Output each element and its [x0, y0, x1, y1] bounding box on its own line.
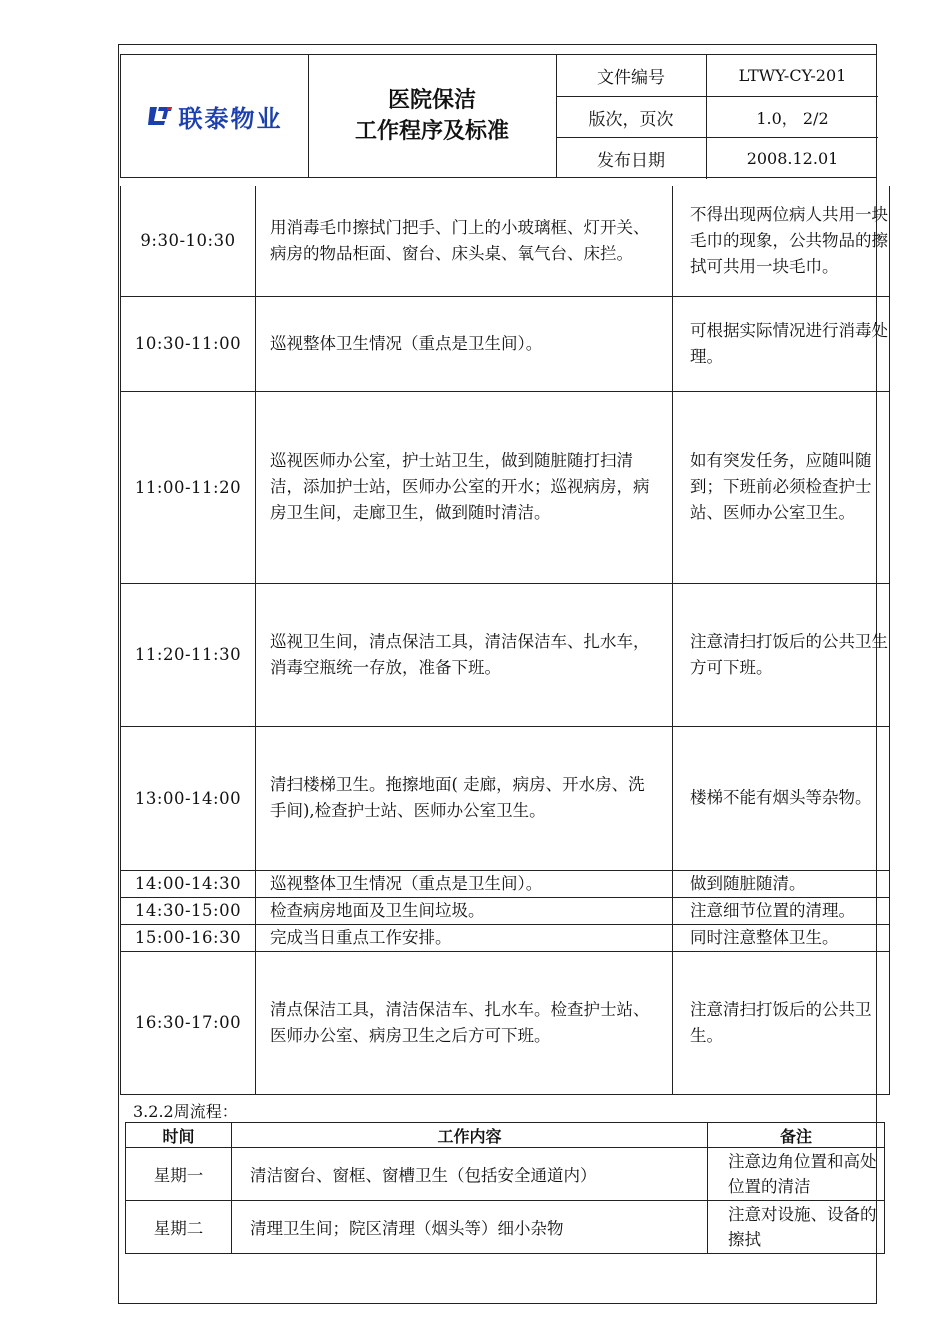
weekly-schedule-table	[125, 1122, 885, 1254]
table-row	[121, 951, 890, 1094]
time-cell: 11:00-11:20	[121, 391, 256, 583]
work-cell: 清洁窗台、窗框、窗槽卫生（包括安全通道内）	[232, 1148, 708, 1201]
weekly-section-title: 3.2.2周流程：	[133, 1102, 238, 1121]
note-text: 不得出现两位病人共用一块毛巾的现象，公共物品的擦拭可共用一块毛巾。	[690, 204, 888, 276]
table-row	[121, 391, 890, 583]
document-header	[120, 54, 877, 178]
time-cell: 10:30-11:00	[121, 296, 256, 391]
note-text: 可根据实际情况进行消毒处理。	[690, 320, 888, 366]
meta-row-version	[556, 96, 878, 138]
meta-row-file-no	[556, 55, 878, 96]
col-header-remark: 备注	[708, 1123, 885, 1148]
table-row	[126, 1148, 885, 1201]
table-header-row	[126, 1123, 885, 1148]
time-cell: 15:00-16:30	[121, 924, 256, 951]
title-line-2: 工作程序及标准	[354, 119, 509, 144]
table-row	[126, 1201, 885, 1254]
content-cell: 用消毒毛巾擦拭门把手、门上的小玻璃框、灯开关、病房的物品柜面、窗台、床头桌、氧气台、床拦。	[256, 186, 673, 296]
time-cell: 16:30-17:00	[121, 951, 256, 1094]
table-row	[121, 296, 890, 391]
table-row	[121, 897, 890, 924]
note-text: 注意清扫打饭后的公共卫生。	[690, 999, 872, 1045]
daily-schedule-table	[120, 186, 890, 1095]
table-row	[121, 726, 890, 870]
day-cell: 星期一	[126, 1148, 232, 1201]
work-cell: 清理卫生间；院区清理（烟头等）细小杂物	[232, 1201, 708, 1254]
note-cell	[673, 583, 890, 726]
meta-row-date	[556, 137, 878, 179]
company-logo	[147, 99, 283, 134]
note-text: 同时注意整体卫生。	[690, 927, 839, 947]
content-cell: 巡视整体卫生情况（重点是卫生间）。	[256, 870, 673, 897]
note-cell	[673, 186, 890, 296]
remark-cell: 注意对设施、设备的擦拭	[708, 1201, 885, 1254]
note-cell	[673, 726, 890, 870]
note-text: 注意清扫打饭后的公共卫生方可下班。	[690, 631, 888, 677]
note-cell	[673, 951, 890, 1094]
table-row	[121, 924, 890, 951]
note-text: 如有突发任务，应随叫随到；下班前必须检查护士站、医师办公室卫生。	[690, 451, 872, 522]
note-text: 楼梯不能有烟头等杂物。	[690, 788, 872, 807]
time-cell: 13:00-14:00	[121, 726, 256, 870]
date-value: 2008.12.01	[746, 149, 839, 168]
note-cell	[673, 924, 890, 951]
title-line-1: 医院保洁	[387, 88, 476, 113]
table-row	[121, 186, 890, 296]
file-no-label: 文件编号	[556, 55, 707, 96]
logo-cell	[121, 55, 309, 177]
content-cell: 巡视卫生间，清点保洁工具，清洁保洁车、扎水车，消毒空瓶统一存放，准备下班。	[256, 583, 673, 726]
content-cell: 清点保洁工具，清洁保洁车、扎水车。检查护士站、医师办公室、病房卫生之后方可下班。	[256, 951, 673, 1094]
time-cell: 11:20-11:30	[121, 583, 256, 726]
version-value: 1.0， 2/2	[756, 109, 829, 128]
note-cell	[673, 391, 890, 583]
day-cell: 星期二	[126, 1201, 232, 1254]
note-text: 做到随脏随清。	[690, 873, 806, 893]
file-no-value: LTWY-CY-201	[738, 66, 847, 85]
note-text: 注意细节位置的清理。	[690, 900, 855, 920]
time-cell: 14:00-14:30	[121, 870, 256, 897]
col-header-time: 时间	[126, 1123, 232, 1148]
col-header-content: 工作内容	[232, 1123, 708, 1148]
note-cell	[673, 296, 890, 391]
table-row	[121, 870, 890, 897]
company-name: 联泰物业	[178, 104, 283, 133]
content-cell: 清扫楼梯卫生。拖擦地面( 走廊，病房、开水房、洗手间),检查护士站、医师办公室卫生。	[256, 726, 673, 870]
table-row	[121, 583, 890, 726]
document-title	[308, 55, 557, 177]
remark-cell: 注意边角位置和高处位置的清洁	[708, 1148, 885, 1201]
note-cell	[673, 897, 890, 924]
content-cell: 完成当日重点工作安排。	[256, 924, 673, 951]
content-cell: 检查病房地面及卫生间垃圾。	[256, 897, 673, 924]
time-cell: 9:30-10:30	[121, 186, 256, 296]
time-cell: 14:30-15:00	[121, 897, 256, 924]
note-cell	[673, 870, 890, 897]
content-cell: 巡视医师办公室，护士站卫生，做到随脏随打扫清洁，添加护士站，医师办公室的开水；巡视病房，病房卫生间，走廊卫生，做到随时清洁。	[256, 391, 673, 583]
content-cell: 巡视整体卫生情况（重点是卫生间）。	[256, 296, 673, 391]
date-label: 发布日期	[556, 138, 707, 179]
version-label: 版次，页次	[556, 97, 707, 138]
document-meta	[556, 55, 878, 177]
logo-mark-icon	[147, 105, 173, 127]
